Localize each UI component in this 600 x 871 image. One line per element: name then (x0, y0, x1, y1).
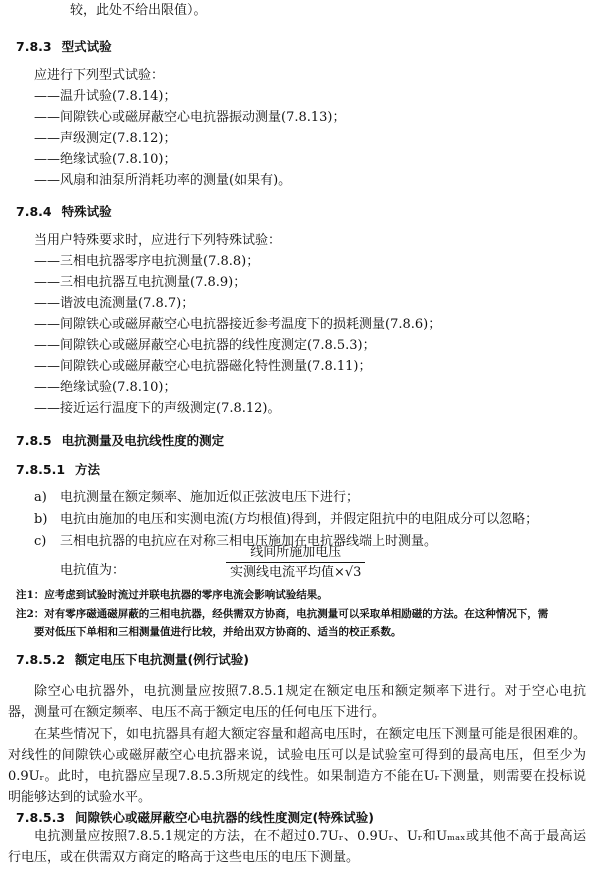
section-number: 7.8.4 (16, 204, 52, 219)
note-2-line-1: 注2：对有零序磁通磁屏蔽的三相电抗器，经供需双方协商，电抗测量可以采取单相励磁的方法。在这种情况下，需 (16, 608, 549, 620)
section-title: 间隙铁心或磁屏蔽空心电抗器的线性度测定(特殊试验) (75, 810, 374, 825)
list-item: ——间隙铁心或磁屏蔽空心电抗器磁化特性测量(7.8.11)； (34, 359, 372, 374)
section-number: 7.8.5.2 (16, 652, 66, 667)
section-7-8-3-heading (16, 38, 112, 56)
section-7-8-5-heading (16, 432, 224, 450)
list-item: ——温升试验(7.8.14)； (34, 89, 177, 104)
section-title: 电抗测量及电抗线性度的测定 (61, 433, 225, 448)
section-title: 特殊试验 (61, 204, 112, 219)
list-item: ——间隙铁心或磁屏蔽空心电抗器接近参考温度下的损耗测量(7.8.6)； (34, 317, 442, 332)
note-2-line-2: 要对低压下单相和三相测量值进行比较，并给出双方协商的、适当的校正系数。 (34, 626, 402, 638)
list-item (34, 511, 538, 529)
section-title: 方法 (75, 462, 101, 477)
section-number: 7.8.5.1 (16, 462, 66, 477)
section-7-8-4-intro: 当用户特殊要求时，应进行下列特殊试验： (34, 233, 282, 248)
list-item: ——谐波电流测量(7.8.7)； (34, 296, 195, 311)
item-letter: b) (34, 512, 48, 527)
formula-denominator: 实测线电流平均值×√3 (230, 565, 362, 580)
list-item: ——三相电抗器零序电抗测量(7.8.8)； (34, 254, 260, 269)
item-text: 电抗由施加的电压和实测电流(方均根值)得到，并假定阻抗中的电阻成分可以忽略； (60, 512, 539, 527)
section-number: 7.8.5 (16, 433, 52, 448)
section-7-8-5-2-paragraph-1: 除空心电抗器外，电抗测量应按照7.8.5.1规定在额定电压和额定频率下进行。对于空心电抗器，测量可在额定频率、电压不高于额定电压的任何电压下进行。 (8, 684, 586, 720)
list-item: ——绝缘试验(7.8.10)； (34, 152, 177, 167)
formula-numerator: 线间所施加电压 (250, 545, 342, 560)
list-item: ——绝缘试验(7.8.10)； (34, 380, 177, 395)
list-item: ——声级测定(7.8.12)； (34, 131, 177, 146)
section-title: 型式试验 (61, 39, 112, 54)
reactance-formula (226, 544, 365, 583)
section-number: 7.8.5.3 (16, 810, 66, 825)
item-text: 三相电抗器的电抗应在对称三相电压施加在电抗器线端上时测量。 (60, 534, 438, 549)
continuation-line: 较，此处不给出限值）。 (70, 3, 207, 18)
list-item: ——间隙铁心或磁屏蔽空心电抗器振动测量(7.8.13)； (34, 110, 346, 125)
section-7-8-4-heading (16, 203, 112, 221)
formula-label: 电抗值为： (60, 563, 126, 578)
list-item: ——三相电抗器互电抗测量(7.8.9)； (34, 275, 247, 290)
section-7-8-5-2-heading (16, 651, 249, 669)
section-7-8-3-intro: 应进行下列型式试验： (34, 68, 165, 83)
list-item: ——接近运行温度下的声级测定(7.8.12)。 (34, 401, 281, 416)
section-7-8-5-3-paragraph-1: 电抗测量应按照7.8.5.1规定的方法，在不超过0.7Uᵣ、0.9Uᵣ、Uᵣ和Uₘₐₓ或其他不高于最高运行电压，或在供需双方商定的略高于这些电压的电压下测量。 (8, 829, 586, 865)
item-letter: a) (34, 490, 47, 505)
section-7-8-5-2-paragraph-2: 在某些情况下，如电抗器具有超大额定容量和超高电压时，在额定电压下测量可能是很困难的。对线性的间隙铁心或磁屏蔽空心电抗器来说，试验电压可以是试验室可得到的最高电压，但至少为0.9Uᵣ。此时，电抗器应呈现7.8.5.3所规定的线性。如果制造方不能在Uᵣ下测量，则需要在投标说明能够达到的试验水平。 (8, 727, 586, 805)
section-number: 7.8.3 (16, 39, 52, 54)
list-item (34, 489, 359, 507)
list-item: ——风扇和油泵所消耗功率的测量(如果有)。 (34, 173, 292, 188)
note-1: 注1：应考虑到试验时流过并联电抗器的零序电流会影响试验结果。 (16, 589, 328, 601)
section-7-8-5-3-heading (16, 809, 374, 827)
list-item: ——间隙铁心或磁屏蔽空心电抗器的线性度测定(7.8.5.3)； (34, 338, 376, 353)
section-title: 额定电压下电抗测量(例行试验) (75, 652, 249, 667)
item-letter: c) (34, 534, 47, 549)
item-text: 电抗测量在额定频率、施加近似正弦波电压下进行； (60, 490, 360, 505)
section-7-8-5-1-heading (16, 461, 100, 479)
